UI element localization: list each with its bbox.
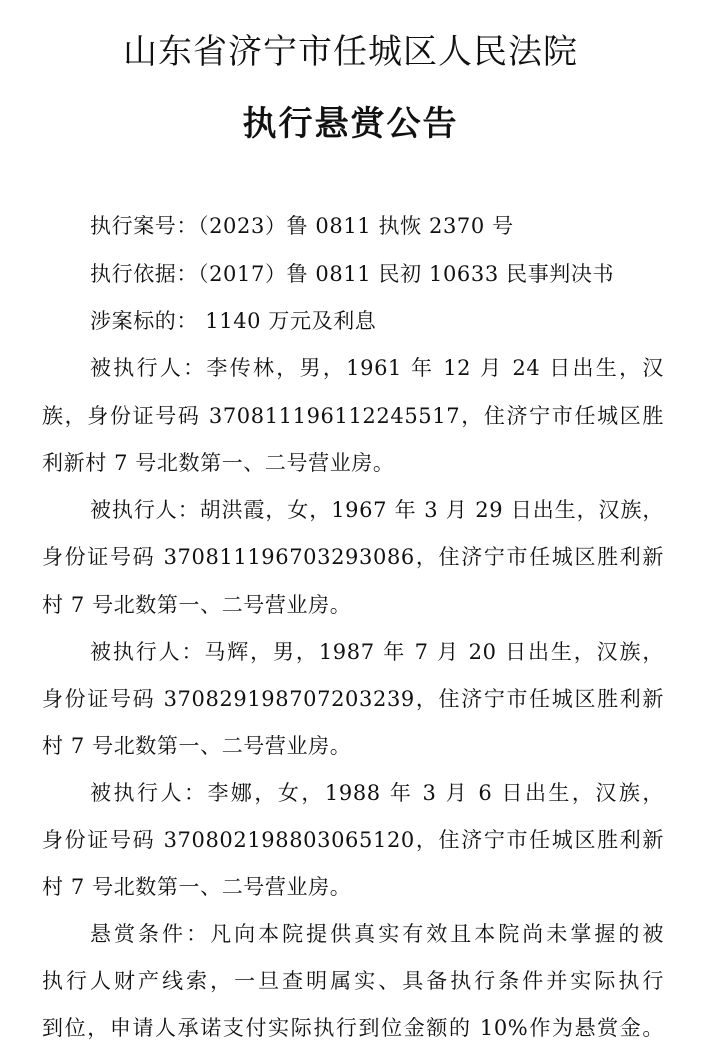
execution-basis-line: 执行依据：（2017）鲁 0811 民初 10633 民事判决书 bbox=[90, 262, 615, 286]
party-1-line-3: 利新村 7 号北数第一、二号营业房。 bbox=[42, 451, 395, 475]
notice-title-heading: 执行悬赏公告 bbox=[242, 104, 459, 144]
party-4-line-1: 被执行人：李娜，女，1988 年 3 月 6 日出生，汉族， bbox=[90, 781, 664, 805]
party-4-line-3: 村 7 号北数第一、二号营业房。 bbox=[42, 875, 352, 899]
party-3-line-3: 村 7 号北数第一、二号营业房。 bbox=[42, 734, 352, 758]
party-3-line-2: 身份证号码 370829198707203239，住济宁市任城区胜利新 bbox=[42, 687, 664, 711]
reward-line-2: 执行人财产线索，一旦查明属实、具备执行条件并实际执行 bbox=[42, 969, 664, 993]
reward-line-1: 悬赏条件：凡向本院提供真实有效且本院尚未掌握的被 bbox=[90, 922, 664, 946]
case-number-line: 执行案号：（2023）鲁 0811 执恢 2370 号 bbox=[90, 214, 514, 238]
court-name-heading: 山东省济宁市任城区人民法院 bbox=[123, 32, 578, 72]
reward-line-3: 到位，申请人承诺支付实际执行到位金额的 10%作为悬赏金。 bbox=[42, 1016, 664, 1040]
party-2-line-1: 被执行人：胡洪霞，女，1967 年 3 月 29 日出生，汉族， bbox=[90, 498, 664, 522]
party-1-line-1: 被执行人：李传林，男，1961 年 12 月 24 日出生，汉 bbox=[90, 356, 664, 380]
party-2-line-3: 村 7 号北数第一、二号营业房。 bbox=[42, 593, 352, 617]
party-4-line-2: 身份证号码 370802198803065120，住济宁市任城区胜利新 bbox=[42, 828, 664, 852]
party-1-line-2: 族，身份证号码 370811196112245517，住济宁市任城区胜 bbox=[42, 404, 664, 428]
case-subject-line: 涉案标的： 1140 万元及利息 bbox=[90, 309, 377, 333]
party-3-line-1: 被执行人：马辉，男，1987 年 7 月 20 日出生，汉族， bbox=[90, 640, 664, 664]
party-2-line-2: 身份证号码 370811196703293086，住济宁市任城区胜利新 bbox=[42, 545, 664, 569]
